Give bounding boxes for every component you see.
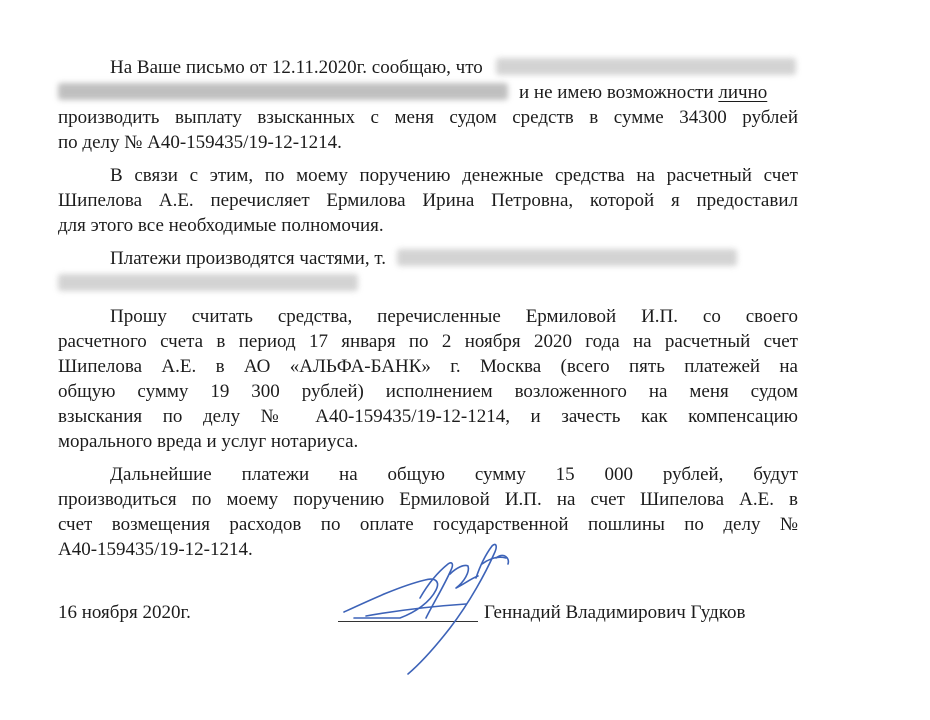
p1-line1 bbox=[58, 56, 798, 80]
redaction-block bbox=[58, 274, 358, 291]
p4-line5: взыскания по делу № А40-159435/19-12-1214, и зачесть как компенсацию bbox=[58, 406, 798, 427]
signer-name: Геннадий Владимирович Гудков bbox=[484, 602, 746, 623]
p1-line3: производить выплату взысканных с меня судом средств в сумме 34300 рублей bbox=[58, 107, 798, 128]
p2-line3: для этого все необходимые полномочия. bbox=[58, 215, 384, 236]
p5-line2: производиться по моему поручению Ермиловой И.П. на счет Шипелова А.Е. в bbox=[58, 489, 798, 510]
p3-line1 bbox=[58, 247, 798, 271]
p5-line3: счет возмещения расходов по оплате государственной пошлины по делу № bbox=[58, 514, 798, 535]
p4-line6: морального вреда и услуг нотариуса. bbox=[58, 431, 359, 452]
letter-date: 16 ноября 2020г. bbox=[58, 602, 191, 623]
p1-line2 bbox=[58, 81, 798, 105]
p5-line4: А40-159435/19-12-1214. bbox=[58, 539, 253, 560]
redaction-block bbox=[496, 58, 796, 75]
underlined-word: лично bbox=[718, 82, 768, 103]
p1-line2-text: и не имею возможности лично bbox=[519, 82, 768, 103]
p1-line1-text: На Ваше письмо от 12.11.2020г. сообщаю, что bbox=[110, 57, 483, 78]
p4-line2: расчетного счета в период 17 января по 2 ноября 2020 года на расчетный счет bbox=[58, 331, 798, 352]
p1-line4: по делу № А40-159435/19-12-1214. bbox=[58, 132, 342, 153]
p3-line1-text: Платежи производятся частями, т. bbox=[110, 248, 386, 269]
p4-line4: общую сумму 19 300 рублей) исполнением возложенного на меня судом bbox=[58, 381, 798, 402]
p5-line1: Дальнейшие платежи на общую сумму 15 000 рублей, будут bbox=[110, 464, 798, 485]
p4-line1: Прошу считать средства, перечисленные Ермиловой И.П. со своего bbox=[110, 306, 798, 327]
handwritten-signature bbox=[340, 528, 530, 678]
redaction-block bbox=[58, 83, 508, 100]
p2-line2: Шипелова А.Е. перечисляет Ермилова Ирина Петровна, которой я предоставил bbox=[58, 190, 798, 211]
p4-line3: Шипелова А.Е. в АО «АЛЬФА-БАНК» г. Москва (всего пять платежей на bbox=[58, 356, 798, 377]
p2-line1: В связи с этим, по моему поручению денежные средства на расчетный счет bbox=[110, 165, 798, 186]
redaction-block bbox=[397, 249, 737, 266]
p3-line2 bbox=[58, 272, 798, 296]
